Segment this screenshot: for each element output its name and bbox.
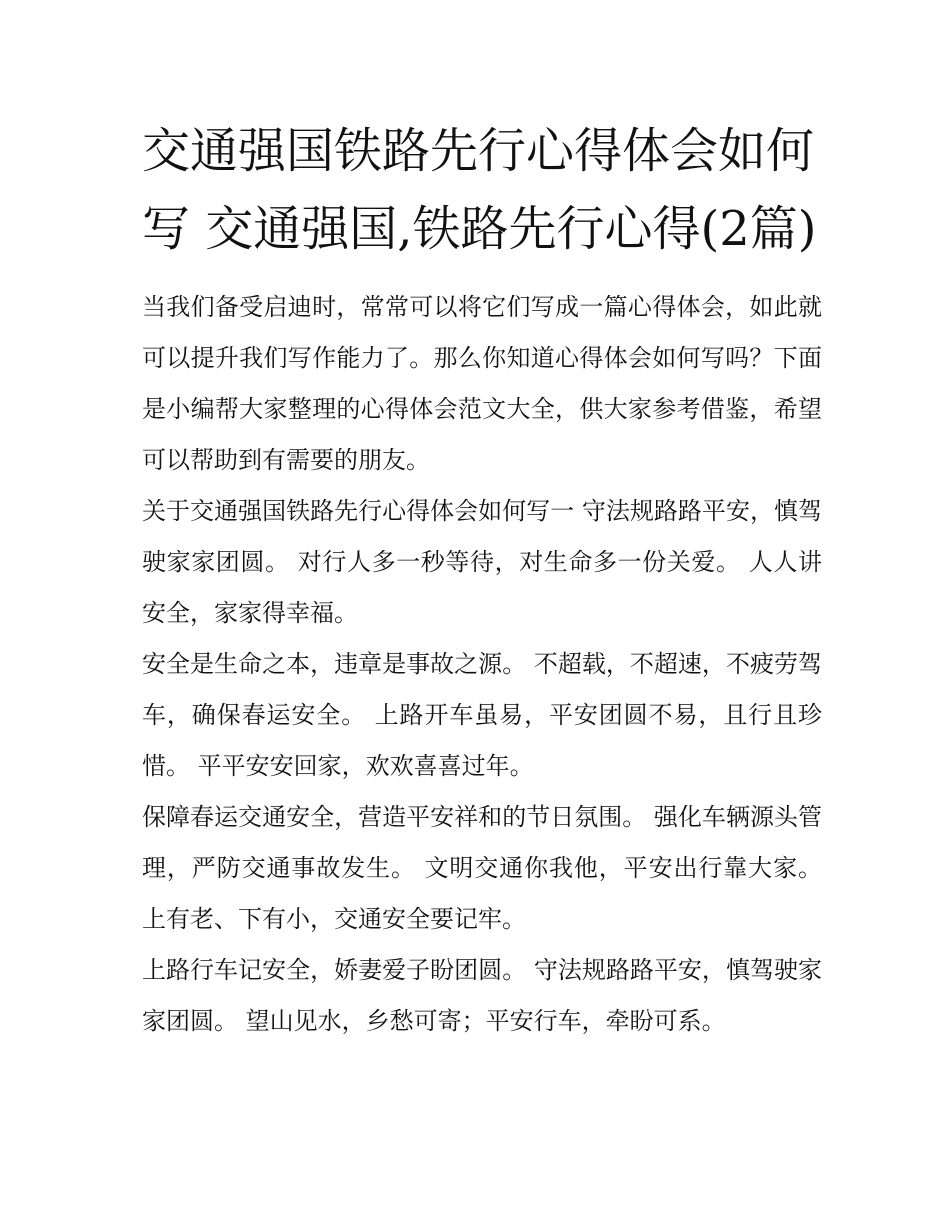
paragraph-4: 上路行车记安全，娇妻爱子盼团圆。 守法规路路平安，慎驾驶家家团圆。 望山见水，乡愁可寄；平安行车，牵盼可系。 (142, 956, 822, 1035)
paragraph-1: 关于交通强国铁路先行心得体会如何写一 守法规路路平安，慎驾驶家家团圆。 对行人多一秒等待，对生命多一份关爱。 人人讲安全，家家得幸福。 (142, 497, 822, 627)
paragraph-intro: 当我们备受启迪时，常常可以将它们写成一篇心得体会，如此就可以提升我们写作能力了。那么你知道心得体会如何写吗？下面是小编帮大家整理的心得体会范文大全，供大家参考借鉴，希望可以帮助到有需要的朋友。 (142, 293, 822, 474)
document-title: 交通强国铁路先行心得体会如何写 交通强国,铁路先行心得(2篇) (142, 123, 817, 257)
paragraph-2: 安全是生命之本，违章是事故之源。 不超载，不超速，不疲劳驾车，确保春运安全。 上路开车虽易，平安团圆不易，且行且珍惜。 平平安安回家，欢欢喜喜过年。 (142, 650, 822, 780)
paragraph-3: 保障春运交通安全，营造平安祥和的节日氛围。 强化车辆源头管理，严防交通事故发生。 文明交通你我他，平安出行靠大家。 上有老、下有小，交通安全要记牢。 (142, 803, 822, 933)
